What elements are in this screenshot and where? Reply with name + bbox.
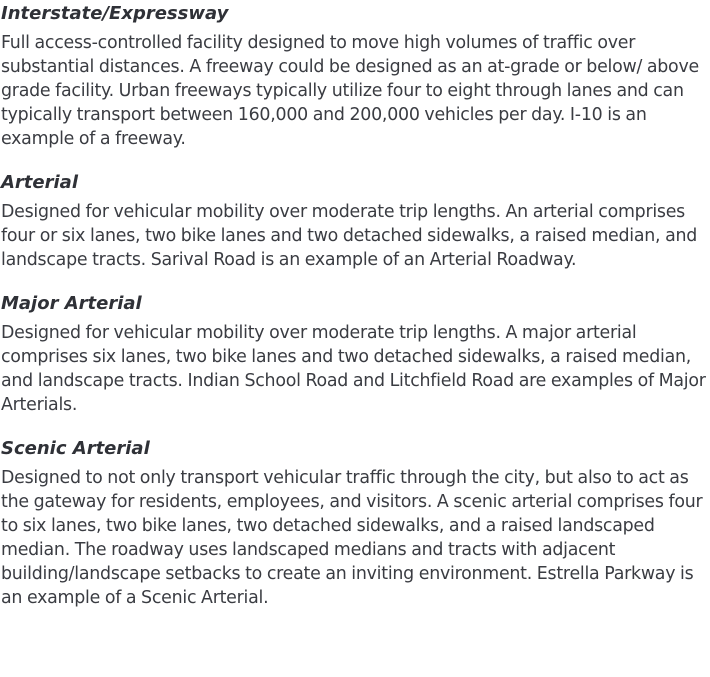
section-heading: Arterial bbox=[1, 172, 78, 193]
section-heading: Major Arterial bbox=[1, 293, 142, 314]
section-body: Full access-controlled facility designed to move high volumes of traffic over substantial distances. A freeway could be designed as an at-grade or below/ above grade facility. Urban freeways typically utilize four to eight through lanes and can typically transport between 160,000 and 200,000 vehicles per day. I-10 is an example of a freeway. bbox=[1, 33, 699, 149]
section-major-arterial bbox=[1, 292, 710, 417]
section-interstate-expressway bbox=[1, 2, 710, 151]
section-body: Designed for vehicular mobility over moderate trip lengths. An arterial comprises four or six lanes, two bike lanes and two detached sidewalks, a raised median, and landscape tracts. Sarival Road is an example of an Arterial Roadway. bbox=[1, 202, 698, 270]
section-body: Designed to not only transport vehicular traffic through the city, but also to act as the gateway for residents, employees, and visitors. A scenic arterial comprises four to six lanes, two bike lanes, two detached sidewalks, and a raised landscaped median. The roadway uses landscaped medians and tracts with adjacent building/landscape setbacks to create an inviting environment. Estrella Parkway is an example of a Scenic Arterial. bbox=[1, 468, 703, 608]
section-arterial bbox=[1, 171, 710, 272]
section-heading: Scenic Arterial bbox=[1, 438, 150, 459]
section-scenic-arterial bbox=[1, 437, 710, 610]
section-body: Designed for vehicular mobility over moderate trip lengths. A major arterial comprises six lanes, two bike lanes and two detached sidewalks, a raised median, and landscape tracts. Indian School Road and Litchfield Road are examples of Major Arterials. bbox=[1, 323, 706, 415]
section-heading: Interstate/Expressway bbox=[1, 3, 229, 24]
